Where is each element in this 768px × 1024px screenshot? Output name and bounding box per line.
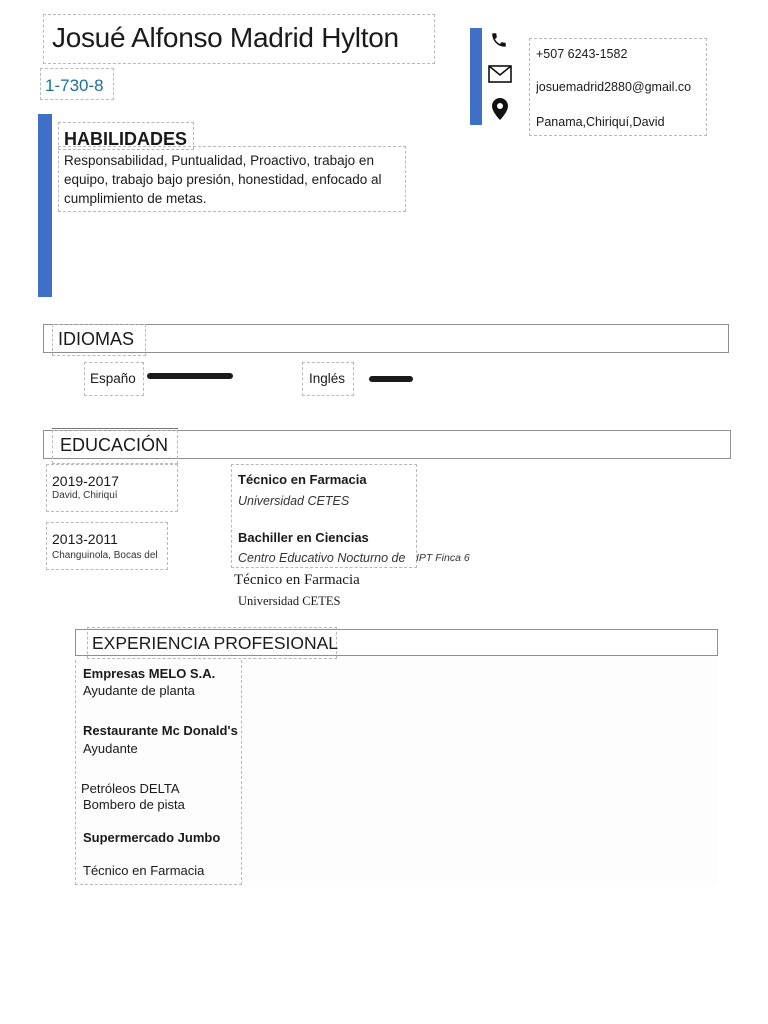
education-1-degree: Técnico en Farmacia [238, 472, 367, 487]
education-2-school: Centro Educativo Nocturno de [238, 551, 406, 565]
experience-title: EXPERIENCIA PROFESIONAL [92, 633, 339, 653]
skills-accent-bar [38, 114, 52, 297]
language-1-name: Españo [90, 371, 136, 386]
job-3-company: Petróleos DELTA [81, 781, 180, 796]
location-pin-icon [492, 98, 508, 120]
education-1-years: 2019-2017 [52, 473, 119, 489]
job-3-role: Bombero de pista [83, 797, 185, 812]
education-overlay-degree: Técnico en Farmacia [234, 572, 360, 588]
language-2-level-bar [369, 376, 413, 382]
education-overlay-school: Universidad CETES [238, 594, 341, 608]
skills-title: HABILIDADES [64, 129, 188, 149]
education-2-place: Changuinola, Bocas del [52, 550, 158, 561]
education-2-years: 2013-2011 [52, 531, 118, 547]
education-1-place: David, Chiriquí [52, 490, 118, 501]
phone-text: +507 6243-1582 [536, 47, 628, 61]
education-2-degree: Bachiller en Ciencias [238, 530, 369, 545]
skills-line-2: equipo, trabajo bajo presión, honestidad, enfocado al [64, 172, 382, 187]
job-2-role: Ayudante [83, 741, 138, 756]
job-4-role: Técnico en Farmacia [83, 863, 205, 878]
languages-title: IDIOMAS [58, 329, 135, 349]
education-top-rule [52, 428, 178, 429]
contact-accent-bar [470, 28, 482, 125]
skills-line-1: Responsabilidad, Puntualidad, Proactivo, trabajo en [64, 153, 374, 168]
job-2-company: Restaurante Mc Donald's [83, 723, 238, 738]
education-1-school: Universidad CETES [238, 494, 350, 508]
education-title: EDUCACIÓN [60, 435, 169, 455]
id-number: 1-730-8 [45, 76, 104, 95]
job-1-company: Empresas MELO S.A. [83, 666, 216, 681]
job-1-role: Ayudante de planta [83, 683, 195, 698]
candidate-name: Josué Alfonso Madrid Hylton [52, 22, 399, 53]
education-2-school-extra: IPT Finca 6 [416, 552, 470, 564]
phone-icon [490, 31, 508, 49]
skills-line-3: cumplimiento de metas. [64, 191, 207, 206]
job-4-company: Supermercado Jumbo [83, 830, 221, 845]
language-1-level-bar [147, 373, 233, 379]
location-text: Panama,Chiriquí,David [536, 115, 665, 129]
email-text: josuemadrid2880@gmail.co [536, 80, 692, 94]
language-2-name: Inglés [309, 371, 346, 386]
mail-icon [488, 65, 512, 83]
